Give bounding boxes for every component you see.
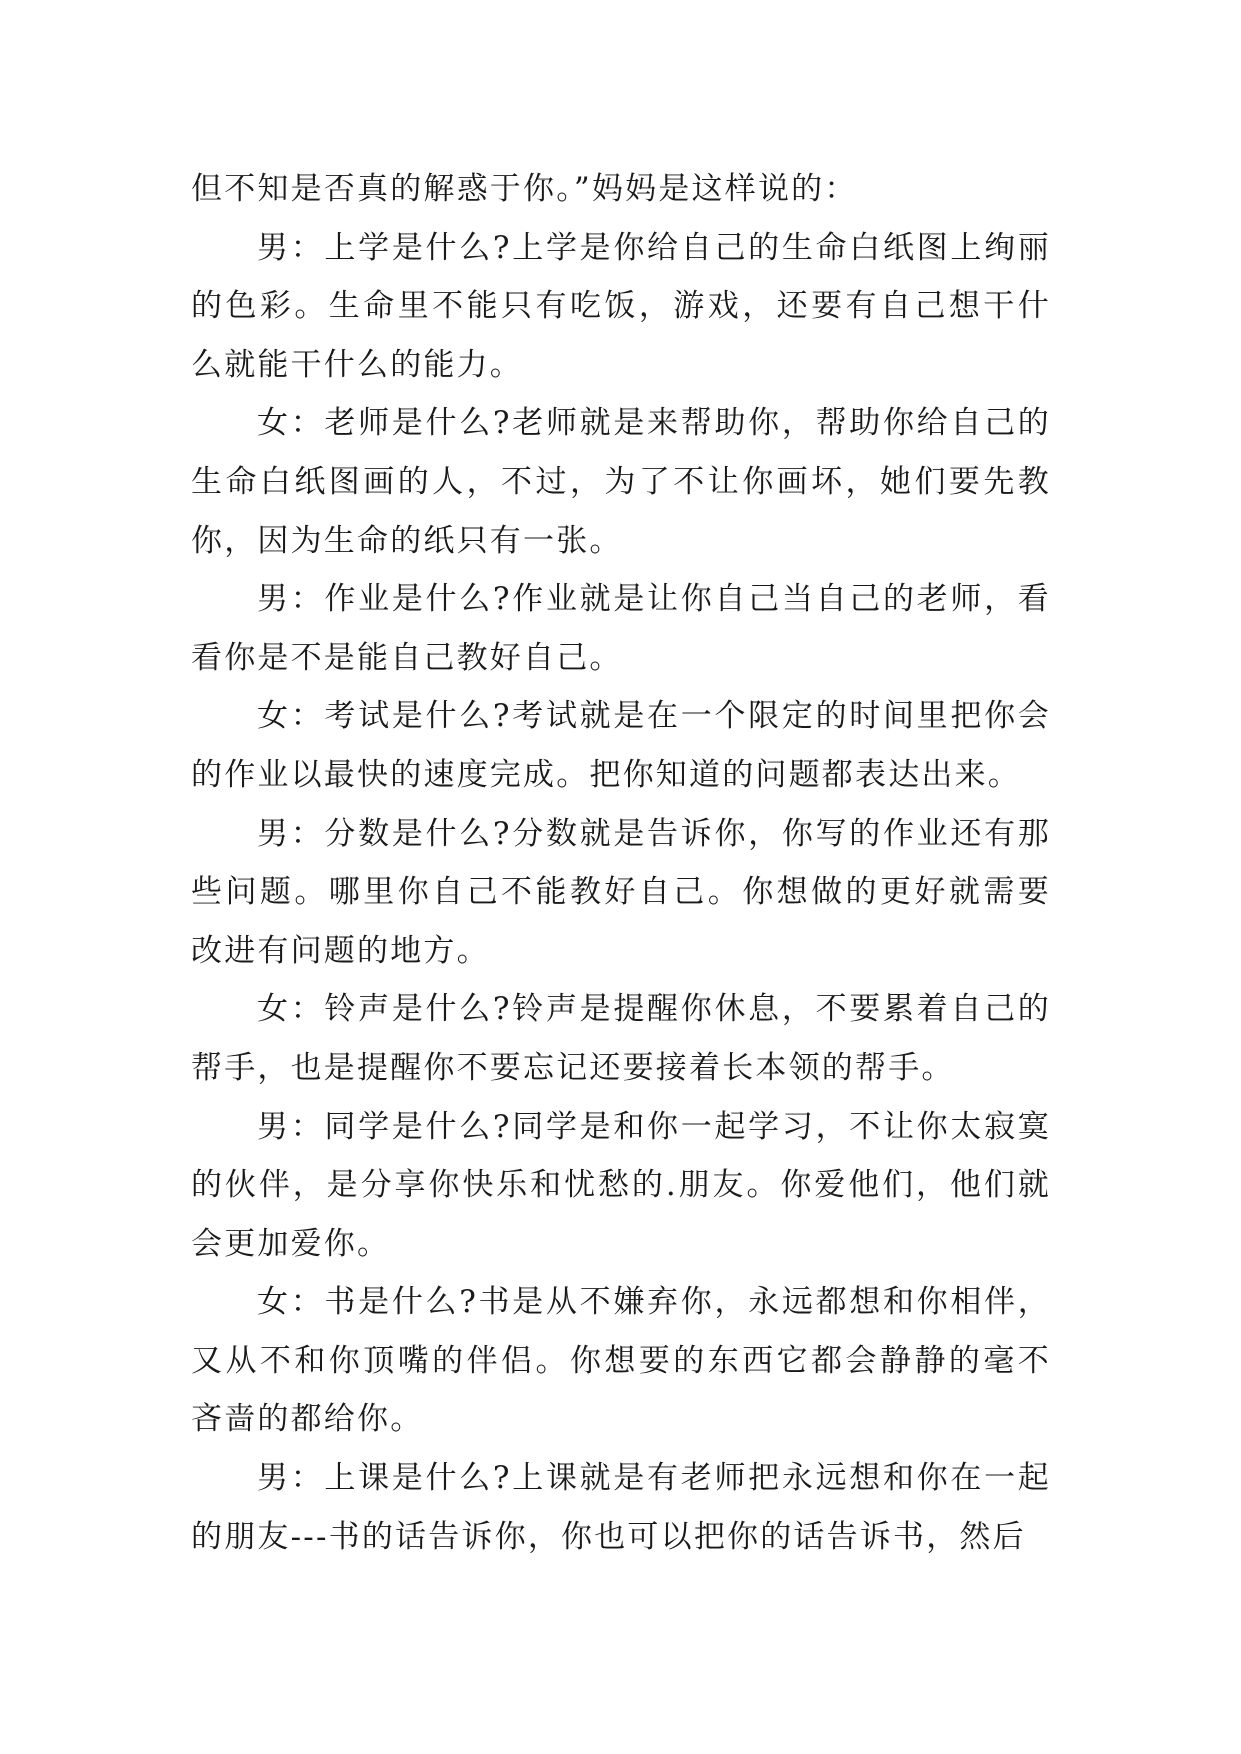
paragraph-homework: 男：作业是什么?作业就是让你自己当自己的老师，看看你是不是能自己教好自己。 xyxy=(191,581,1051,676)
paragraph-exam: 女：考试是什么?考试就是在一个限定的时间里把你会的作业以最快的速度完成。把你知道的问题都表达出来。 xyxy=(191,698,1051,793)
paragraph-school: 男：上学是什么?上学是你给自己的生命白纸图上绚丽的色彩。生命里不能只有吃饭，游戏，还要有自己想干什么就能干什么的能力。 xyxy=(191,229,1051,383)
paragraph-class: 男：上课是什么?上课就是有老师把永远想和你在一起的朋友---书的话告诉你，你也可以把你的话告诉书，然后 xyxy=(191,1460,1051,1555)
body-text xyxy=(191,160,1051,1566)
paragraph-score: 男：分数是什么?分数就是告诉你，你写的作业还有那些问题。哪里你自己不能教好自己。你想做的更好就需要改进有问题的地方。 xyxy=(191,815,1051,969)
paragraph-continuation: 但不知是否真的解惑于你。”妈妈是这样说的： xyxy=(191,171,858,207)
paragraph-book: 女：书是什么?书是从不嫌弃你，永远都想和你相伴，又从不和你顶嘴的伴侣。你想要的东西它都会静静的毫不吝啬的都给你。 xyxy=(191,1284,1051,1438)
paragraph-teacher: 女：老师是什么?老师就是来帮助你，帮助你给自己的生命白纸图画的人，不过，为了不让你画坏，她们要先教你，因为生命的纸只有一张。 xyxy=(191,405,1051,559)
paragraph-bell: 女：铃声是什么?铃声是提醒你休息，不要累着自己的帮手，也是提醒你不要忘记还要接着长本领的帮手。 xyxy=(191,991,1051,1086)
paragraph-classmate: 男：同学是什么?同学是和你一起学习，不让你太寂寞的伙伴，是分享你快乐和忧愁的.朋友。你爱他们，他们就会更加爱你。 xyxy=(191,1108,1051,1262)
